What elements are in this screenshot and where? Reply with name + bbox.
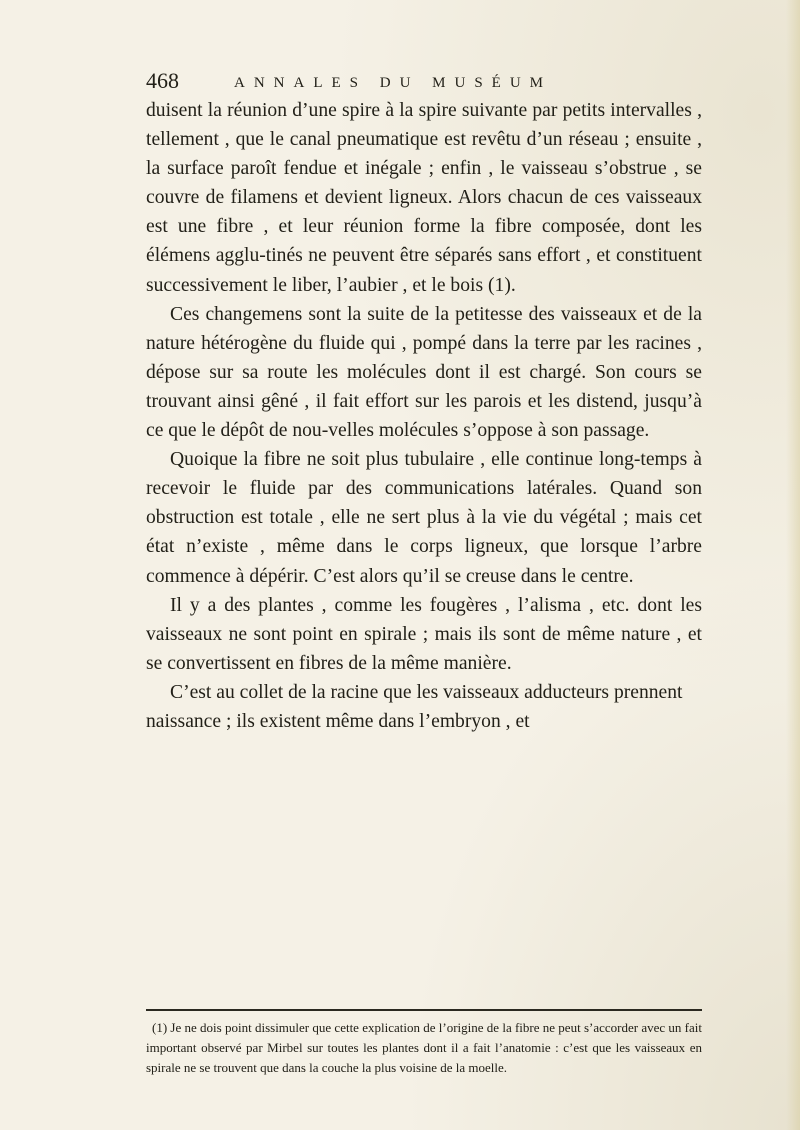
paragraph-2: Ces changemens sont la suite de la petitesse des vaisseaux et de la nature hétérogène du fluide qui , pompé dans la terre par les racines , dépose sur sa route les molécules dont il est chargé. Son cours se trouvant ainsi gêné , il fait effort sur les parois et les distend, jusqu’à ce que le dépôt de nou-velles molécules s’oppose à son passage. <box>146 303 702 442</box>
footnote-divider <box>146 1009 702 1011</box>
page-header <box>146 68 706 98</box>
paragraph-5: C’est au collet de la racine que les vaisseaux adducteurs prennent naissance ; ils existent même dans l’embryon , et <box>146 681 683 732</box>
paragraph-4: Il y a des plantes , comme les fougères , l’alisma , etc. dont les vaisseaux ne sont point en spirale ; mais ils sont de même nature , et se convertissent en fibres de la même manière. <box>146 594 702 674</box>
footnote-text: (1) Je ne dois point dissimuler que cette explication de l’origine de la fibre ne peut s’accorder avec un fait important observé par Mirbel sur toutes les plantes dont il a fait l’anatomie : c’est que les vaisseaux en spirale ne se trouvent que dans la couche la plus voisine de la moelle. <box>146 1020 702 1075</box>
footnote <box>146 1018 702 1078</box>
paragraph-1: duisent la réunion d’une spire à la spire suivante par petits intervalles , tellement , que le canal pneumatique est revêtu d’un réseau ; ensuite , la surface paroît fendue et inégale ; enfin , le vaisseau s’obstrue , se couvre de filamens et devient ligneux. Alors chacun de ces vaisseaux est une fibre , et leur réunion forme la fibre composée, dont les élémens agglu-tinés ne peuvent être séparés sans effort , et constituent successivement le liber, l’aubier , et le bois (1). <box>146 100 702 296</box>
running-title: ANNALES DU MUSÉUM <box>234 75 553 91</box>
body-text <box>146 96 702 736</box>
page-number: 468 <box>146 68 179 93</box>
page-edge-shadow <box>786 0 800 1130</box>
paragraph-3: Quoique la fibre ne soit plus tubulaire , elle continue long-temps à recevoir le fluide par des communications latérales. Quand son obstruction est totale , elle ne sert plus à la vie du végétal ; mais cet état n’existe , même dans le corps ligneux, que lorsque l’arbre commence à dépérir. C’est alors qu’il se creuse dans le centre. <box>146 449 702 587</box>
